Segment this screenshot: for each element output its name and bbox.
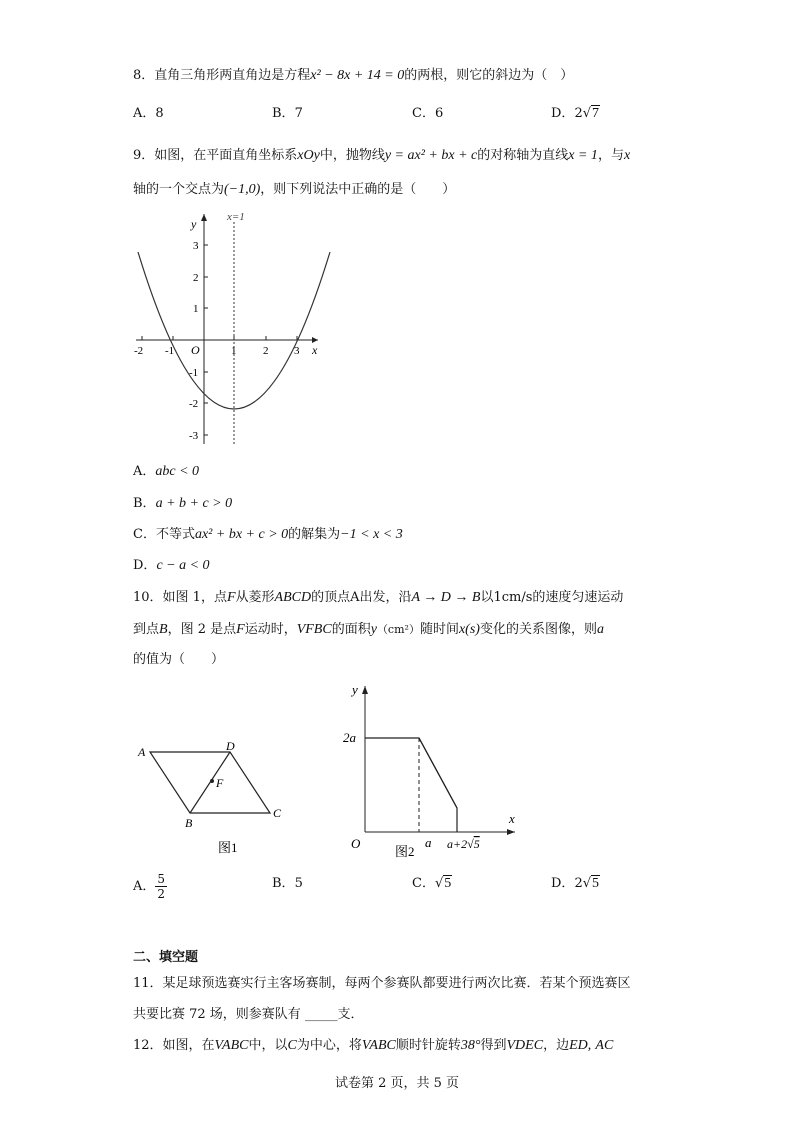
vertex-d-label: D [226,739,235,753]
vertex-a-label: A [138,745,146,759]
x-tick-1: 1 [231,345,237,357]
q11-line2: 共要比赛 72 场，则参赛队有 _____支． [133,1007,364,1022]
q8-text-b: 的两根，则它的斜边为（ ） [404,68,574,83]
q8-option-d: D．2√7 [551,106,600,121]
origin-label: O [191,343,200,357]
q8-option-c: C．6 [412,106,444,121]
q10-option-a: A． $\frac{5}{2}$ [133,872,166,901]
q10-figure-2-graph [335,680,525,860]
y-tick--1: -1 [189,367,199,379]
q10-figure-1-rhombus [130,735,300,855]
fig2-end-label: a+2√5 [447,837,480,851]
q10-stem-line2: 到点B，图 2 是点F运动时，VFBC的面积y（cm²）随时间x(s)变化的关系图像，则a [133,622,604,637]
x-tick-2: 2 [263,345,269,357]
fig2-a-label: a [425,835,432,850]
fig2-2a-label: 2a [343,730,356,745]
q10-option-c: C．√5 [412,876,452,891]
y-tick-3: 3 [193,240,199,252]
page-footer: 试卷第 2 页，共 5 页 [334,1076,460,1091]
q8-option-a: A．8 [133,106,164,121]
q8-stem [133,66,573,86]
q9-stem-line2: 轴的一个交点为(−1,0)，则下列说法中正确的是（ ） [133,182,456,197]
q9-parabola-graph [128,208,338,448]
x-tick-3: 3 [294,345,300,357]
vertex-c-label: C [273,806,282,820]
q8-text-a: 8．直角三角形两直角边是方程 [133,68,311,83]
q12-line1: 12．如图，在VABC中，以C为中心，将VABC顺时针旋转38°得到VDEC，边ED, AC [133,1038,614,1053]
q10-stem-line3: 的值为（ ） [133,652,225,667]
q10-stem-line1: 10．如图 1，点F从菱形ABCD的顶点A出发，沿A → D → B以1cm/s的速度匀速运动 [133,590,624,605]
y-tick--2: -2 [189,398,199,410]
y-tick--3: -3 [189,430,199,442]
sym-axis-label: x=1 [227,211,245,223]
q9-option-a: A．abc < 0 [133,464,200,479]
q10-option-d: D．2√5 [551,876,600,891]
q9-option-c: C．不等式ax² + bx + c > 0的解集为−1 < x < 3 [133,527,403,542]
figure-2-caption: 图2 [395,844,415,859]
y-tick-2: 2 [193,272,199,284]
point-f-label: F [216,776,224,790]
q8-option-b: B．7 [272,106,303,121]
x-axis-label: x [312,343,318,357]
section-fill-in-blank-title: 二、填空题 [133,950,199,965]
y-axis-label: y [191,217,197,231]
fig2-x-label: x [509,811,515,826]
q10-option-b: B．5 [272,876,303,891]
vertex-b-label: B [185,816,193,830]
fig2-y-label: y [352,682,358,697]
q8-equation: x² − 8x + 14 = 0 [310,68,405,83]
x-tick--2: -2 [134,345,144,357]
q9-option-d: D．c − a < 0 [133,558,210,573]
x-tick--1: -1 [165,345,175,357]
figure-1-caption: 图1 [218,840,238,855]
q9-option-b: B．a + b + c > 0 [133,496,233,511]
q9-stem-line1: 9．如图，在平面直角坐标系xOy中，抛物线y = ax² + bx + c的对称轴为直线x = 1，与x [133,148,631,163]
y-tick-1: 1 [193,303,199,315]
fig2-origin-label: O [351,836,361,851]
q11-line1: 11．某足球预选赛实行主客场赛制，每两个参赛队都要进行两次比赛．若某个预选赛区 [133,976,631,991]
